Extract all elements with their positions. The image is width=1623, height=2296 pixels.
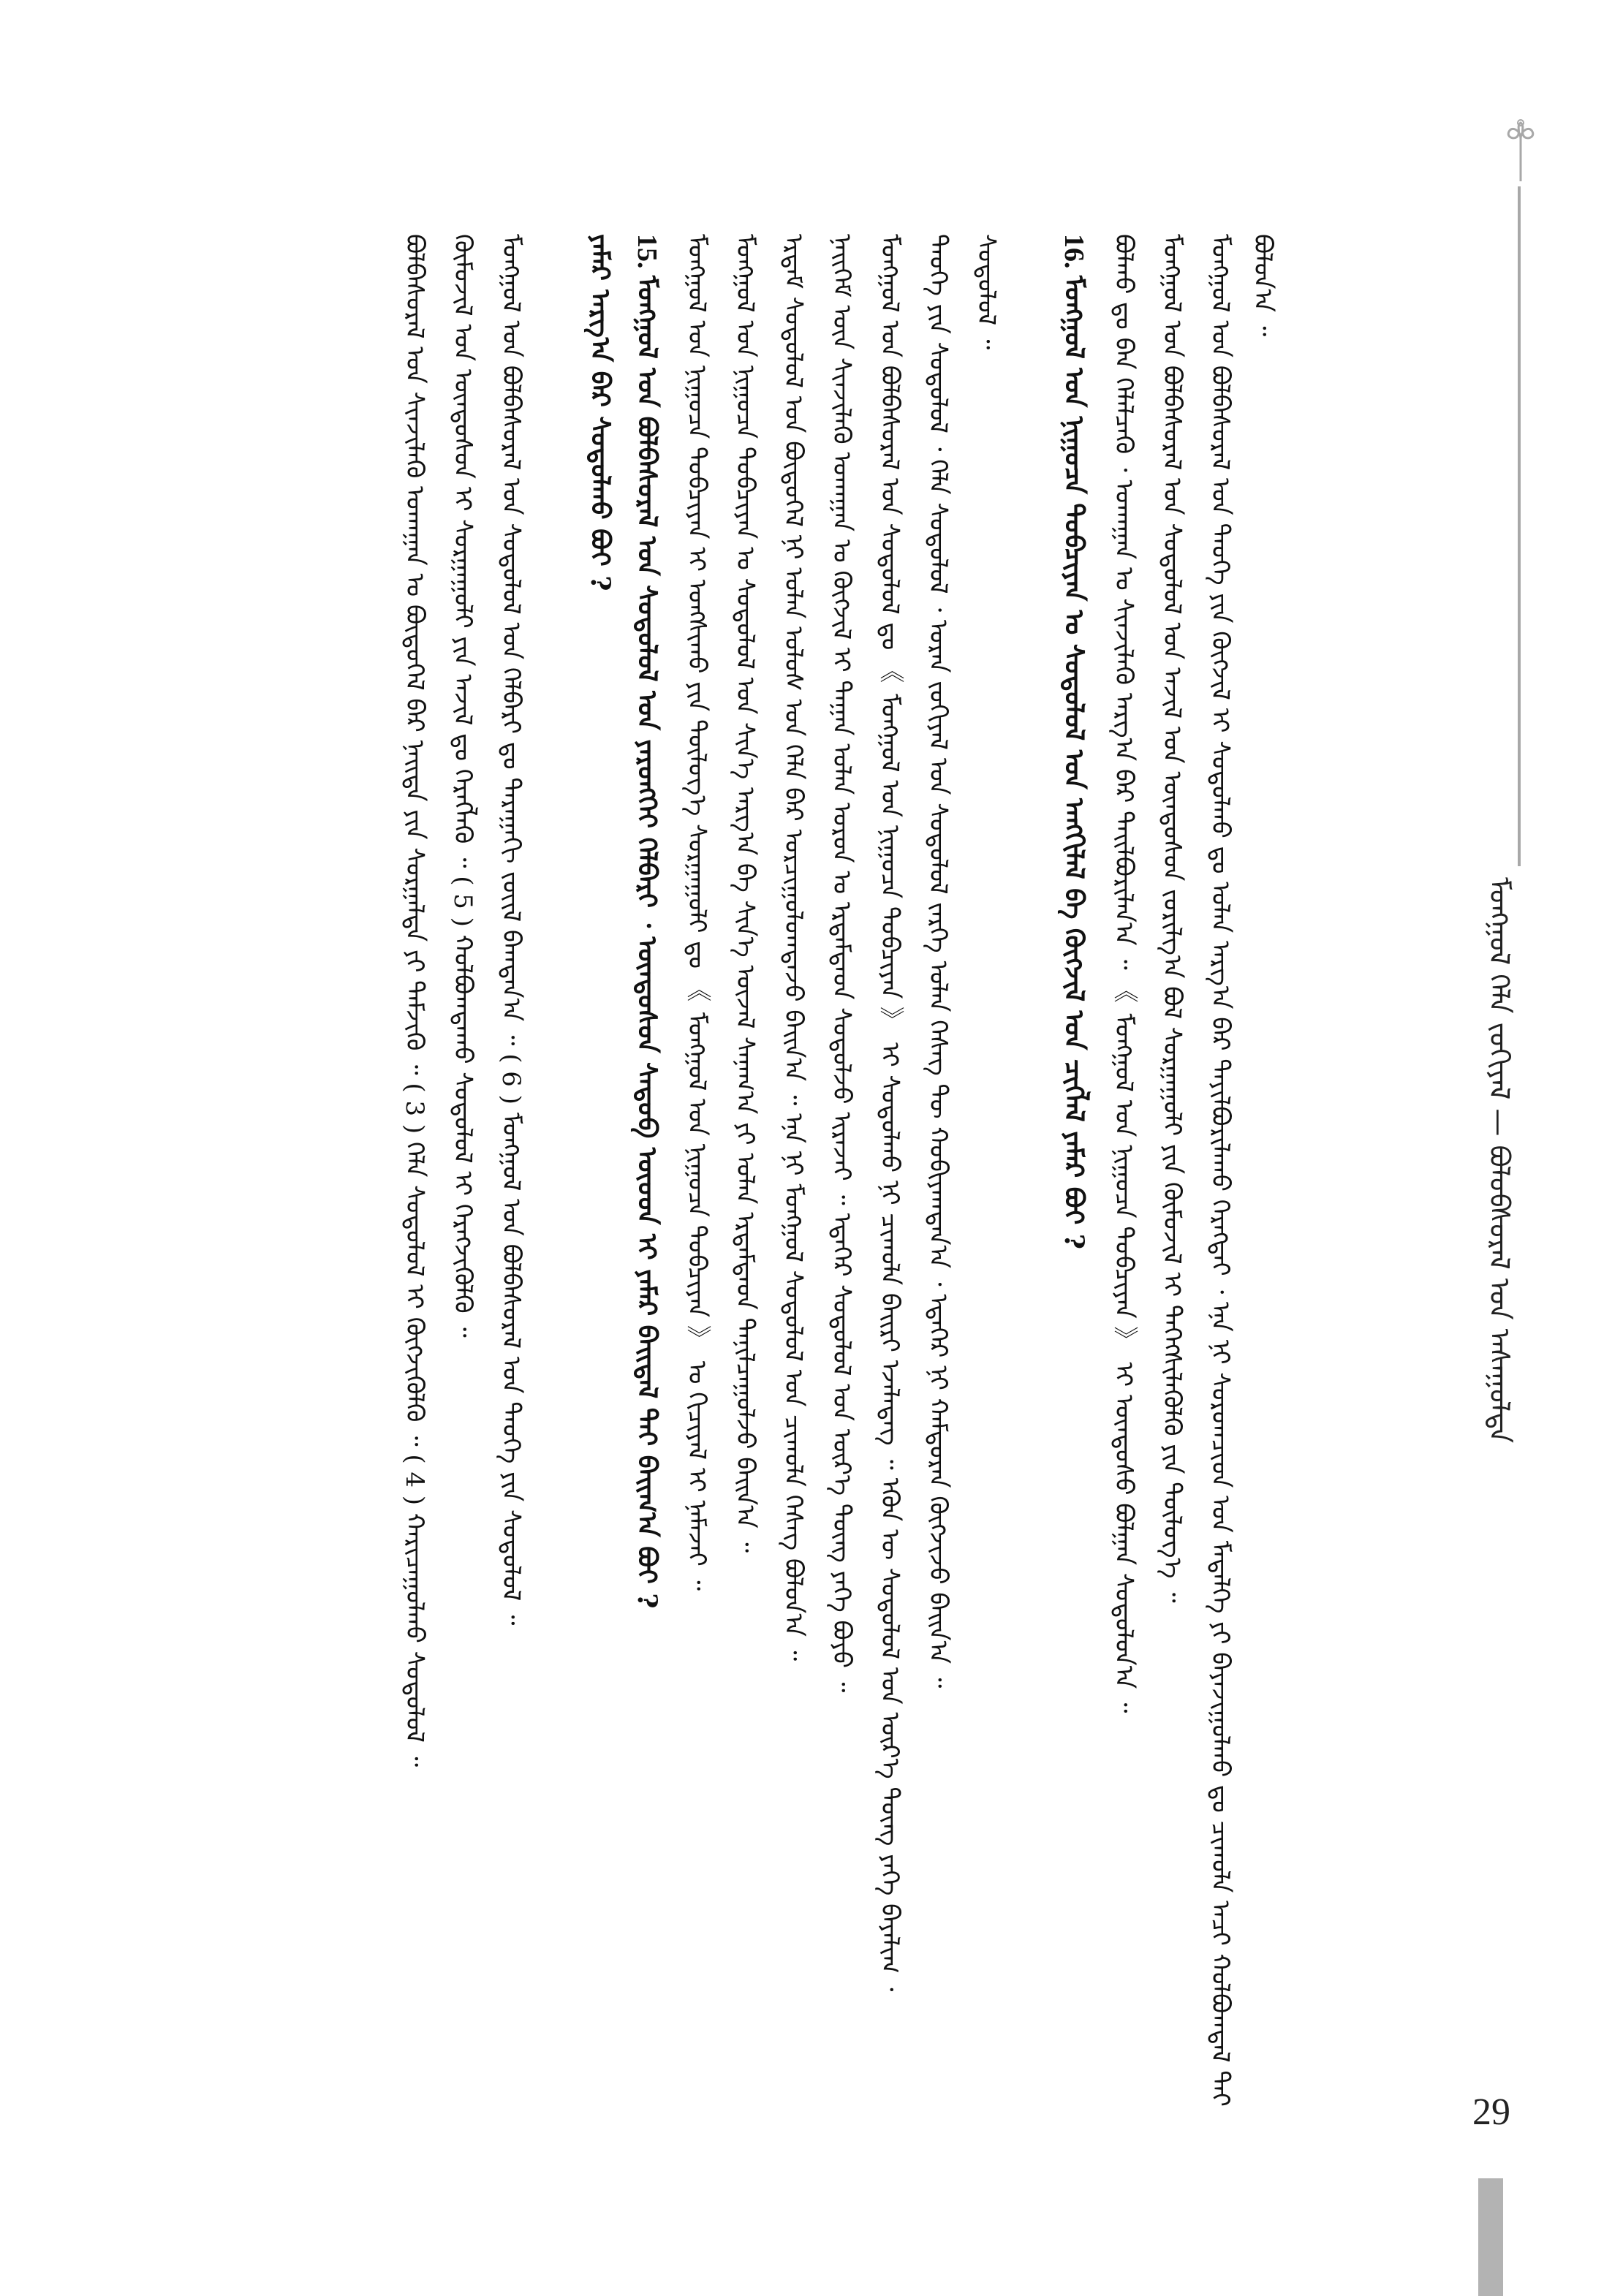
text-column bbox=[1151, 234, 1195, 2178]
column-text: ᠮᠣᠩᠭᠣᠯ ᠤᠨ ᠪᠣᠯᠪᠠᠰᠤᠷᠠᠯ ᠤᠨ ᠰᠤᠳᠤᠯᠤᠯ ᠤᠨ ᠠᠵᠢᠯ ᠤᠨ ᠦᠨᠳᠦᠰᠦᠨ ᠵᠣᠷᠢᠯᠭ᠎ᠠ ᠪᠣᠯ ᠰᠤᠷᠭᠠᠭᠤᠯᠢ ᠶᠢᠨ ᠬᠦᠮᠦᠵᠢᠯ ᠢ ᠳᠡᠭᠡᠭᠰᠢᠯᠡᠭᠦᠯᠬᠦ ᠶᠢᠨ ᠲᠥᠯᠥᠭ᠎ᠡ ᠃ bbox=[1157, 234, 1187, 1603]
text-column bbox=[820, 234, 864, 2178]
column-text: ᠪᠣᠯᠬᠤ ᠳᠤ ᠪᠡᠨ ᠬᠡᠯᠡᠯᠴᠡᠬᠦ ᠂ ᠤᠬᠠᠭᠠᠨ ᠤ ᠰᠢᠨᠵᠢᠯᠡᠬᠦ ᠠᠷᠭ᠎ᠠ ᠪᠠᠷ ᠲᠠᠢᠯᠪᠤᠷᠢᠯᠠᠨ᠎ᠠ ᠃ 《 ᠮᠣᠩᠭᠣᠯ ᠤᠨ ᠨᠢᠭᠤᠴᠠ ᠲᠣᠪᠴᠢᠶᠠᠨ 》 ᠢ ᠦᠨᠳᠦᠰᠦ ᠪᠣᠯᠭᠠᠨ ᠰᠤᠳᠤᠯᠤᠨ᠎ᠠ ᠃ bbox=[1109, 234, 1138, 1713]
question-heading bbox=[1053, 234, 1097, 2178]
column-text: ᠨᠡᠢᠭᠡᠮ ᠦᠨ ᠰᠢᠨᠵᠢᠯᠡᠬᠦ ᠤᠬᠠᠭᠠᠨ ᠤ ᠬᠥᠭᠵᠢᠯ ᠢ ᠳᠠᠭᠠᠨ ᠣᠯᠠᠨ ᠣᠷᠣᠨ ᠤ ᠡᠷᠳᠡᠮᠲᠡᠳ ᠰᠤᠳᠤᠯᠵᠤ ᠢᠷᠡᠵᠡᠢ ᠃ ᠡᠳᠡᠭᠡᠷ ᠰᠤᠳᠤᠯᠤᠯ ᠤᠨ ᠦᠷ᠎ᠡ ᠳᠦᠩ ᠶᠡᠬᠡ ᠪᠤᠶᠤ ᠃ bbox=[827, 234, 856, 1693]
column-text: ᠮᠣᠩᠭᠣᠯ ᠤᠨ ᠨᠢᠭᠤᠴᠠ ᠲᠣᠪᠴᠢᠶᠠᠨ ᠤ ᠰᠤᠳᠤᠯᠤᠯ ᠤᠨ ᠠᠩᠭᠢᠯᠠᠯ ᠪᠠ ᠬᠥᠭᠵᠢᠯ ᠤᠨ ᠴᠢᠭᠯᠡᠯ ᠶᠠᠮᠠᠷ ᠪᠣᠢ ? bbox=[1059, 276, 1089, 1249]
question-number: 16. bbox=[1059, 234, 1089, 276]
column-text: ᠡᠷᠳᠡᠮ ᠰᠤᠳᠤᠯᠤᠯ ᠤᠨ ᠪᠦᠲᠦᠭᠡᠯ ᠨᠢ ᠣᠯᠠᠨ ᠤᠯᠤᠰ ᠤᠨ ᠬᠡᠯᠡ ᠪᠡᠷ ᠣᠷᠴᠢᠭᠤᠯᠤᠭᠳᠠᠵᠤ ᠪᠠᠢᠨ᠎ᠠ ᠃ ᠡᠨᠡ ᠨᠢ ᠮᠣᠩᠭᠣᠯ ᠰᠤᠳᠤᠯᠤᠯ ᠤᠨ ᠴᠢᠬᠤᠯᠠ ᠬᠡᠰᠡᠭ ᠪᠣᠯᠤᠨ᠎ᠠ ᠃ bbox=[779, 234, 808, 1662]
column-text: ᠮᠣᠩᠭᠣᠯ ᠤᠨ ᠪᠣᠯᠪᠠᠰᠤᠷᠠᠯ ᠤᠨ ᠰᠤᠳᠤᠯᠤᠯ ᠳᠤ 《 ᠮᠣᠩᠭᠣᠯ ᠤᠨ ᠨᠢᠭᠤᠴᠠ ᠲᠣᠪᠴᠢᠶᠠᠨ 》 ᠢ ᠰᠤᠳᠤᠯᠬᠤ ᠨᠢ ᠴᠢᠬᠤᠯᠠ ᠪᠠᠢᠷᠢ ᠡᠵᠡᠯᠡᠳᠡᠭ ᠃ ᠡᠭᠦᠨ ᠦ ᠰᠤᠳᠤᠯᠤᠯ ᠤᠨ ᠦᠷ᠎ᠡ ᠳᠦᠩ ᠶᠡᠬᠡ ᠪᠠᠶᠠᠯᠢᠭ ᠂ bbox=[875, 234, 904, 1992]
column-text: ᠮᠣᠩᠭᠣᠯ ᠤᠨ ᠨᠢᠭᠤᠴᠠ ᠲᠣᠪᠴᠢᠶᠠᠨ ᠤ ᠰᠤᠳᠤᠯᠤᠯ ᠤᠨ ᠰᠢᠨ᠎ᠡ ᠠᠷᠭ᠎ᠠ ᠪᠠ ᠰᠢᠨ᠎ᠡ ᠦᠵᠡᠯ ᠰᠠᠨᠠᠭ᠎ᠠ ᠶᠢ ᠣᠯᠠᠨ ᠡᠷᠳᠡᠮᠲᠡᠳ ᠲᠠᠨᠢᠯᠴᠠᠭᠤᠯᠵᠤ ᠪᠠᠢᠨ᠎ᠠ ᠃ bbox=[730, 234, 760, 1553]
column-text: ᠮᠣᠩᠭᠣᠯ ᠤᠨ ᠪᠣᠯᠪᠠᠰᠤᠷᠠᠯ ᠤᠨ ᠲᠡᠦᠬᠡ ᠶᠢᠨ ᠬᠥᠭᠵᠢᠯ ᠢ ᠰᠤᠳᠤᠯᠬᠤ ᠳᠤ ᠣᠯᠠᠨ ᠠᠷᠭ᠎ᠠ ᠪᠠᠷ ᠲᠠᠶᠢᠯᠪᠤᠷᠢᠯᠠᠬᠤ ᠬᠡᠷᠡᠭᠲᠡᠢ ᠂ ᠡᠨᠡ ᠨᠢ ᠰᠤᠷᠤᠭᠴᠢᠳ ᠤᠨ ᠮᠡᠳᠡᠯᠭᠡ ᠶᠢ ᠪᠠᠶᠠᠵᠢᠭᠤᠯᠬᠤ ᠳᠤ ᠴᠢᠬᠤᠯᠠ ᠠᠴᠢ ᠬᠣᠯᠪᠣᠭᠳᠠᠯ ᠲᠠᠢ ᠪᠣᠯᠤᠨ᠎ᠠ ᠃ bbox=[1206, 234, 1277, 2107]
question-heading bbox=[626, 234, 670, 2178]
text-column bbox=[442, 234, 485, 2178]
column-text: ᠮᠣᠩᠭᠣᠯ ᠤᠨ ᠨᠢᠭᠤᠴᠠ ᠲᠣᠪᠴᠢᠶᠠᠨ ᠢ ᠤᠩᠰᠢᠬᠤ ᠶᠢᠨ ᠲᠥᠯᠥᠭ᠎ᠡ ᠰᠤᠷᠭᠠᠭᠤᠯᠢ ᠳᠤ 《 ᠮᠣᠩᠭᠣᠯ ᠤᠨ ᠨᠢᠭᠤᠴᠠ ᠲᠣᠪᠴᠢᠶᠠᠨ 》 ᠤ ᠬᠢᠴᠢᠶᠡᠯ ᠢ ᠨᠡᠮᠡᠵᠡᠢ ᠃ bbox=[682, 234, 711, 1591]
text-column bbox=[772, 234, 816, 2178]
question-heading bbox=[579, 234, 623, 2178]
header-ornament-icon bbox=[1499, 117, 1543, 186]
column-text: ᠶᠠᠮᠠᠷ ᠠᠷᠭ᠎ᠠ ᠪᠠᠷ ᠰᠤᠳᠤᠯᠬᠤ ᠪᠣᠢ ? bbox=[585, 234, 616, 591]
column-text: ᠮᠣᠩᠭᠣᠯ ᠤᠨ ᠪᠣᠯᠪᠠᠰᠤᠷᠠᠯ ᠤᠨ ᠰᠤᠳᠤᠯᠤᠯ ᠤᠨ ᠶᠡᠷᠦᠩᠬᠡᠢ ᠬᠡᠯᠪᠡᠷᠢ ᠂ ᠦᠨᠳᠦᠰᠦᠨ ᠰᠡᠳᠦᠪ ᠦᠦᠳ ᠢ ᠶᠠᠮᠠᠷ ᠪᠠᠢᠳᠠᠯ ᠲᠠᠢ ᠪᠠᠢᠭ᠎ᠠ ᠪᠣᠢ ? bbox=[632, 276, 662, 1609]
page-edge-tab bbox=[1478, 2178, 1503, 2296]
text-column bbox=[1199, 234, 1277, 2178]
text-column bbox=[676, 234, 719, 2178]
question-number: 15. bbox=[632, 234, 662, 276]
text-column bbox=[869, 234, 912, 2178]
header-rule bbox=[1518, 186, 1521, 866]
text-column bbox=[490, 234, 534, 2178]
text-column bbox=[1102, 234, 1146, 2178]
text-column bbox=[724, 234, 768, 2178]
running-head: ᠮᠣᠩᠭᠣᠯ ᠬᠡᠯᠡ ᠵᠣᠬᠢᠶᠠᠯ — ᠪᠣᠯᠣᠪᠰᠤᠷᠠᠯ ᠤᠨ ᠠᠰᠠᠭᠤᠯᠲᠠ bbox=[1483, 877, 1516, 1444]
column-text: ᠬᠦᠮᠦᠵᠢᠯ ᠤᠨ ᠦᠨᠳᠦᠰᠦᠨ ᠢ ᠰᠤᠷᠭᠠᠭᠤᠯᠢ ᠶᠢᠨ ᠠᠵᠢᠯ ᠳᠤ ᠬᠡᠷᠡᠭᠯᠡᠬᠦ ᠃ ( 5 ) ᠬᠣᠯᠪᠣᠭᠳᠠᠬᠤ ᠰᠤᠳᠤᠯᠤᠯ ᠢ ᠬᠡᠷᠡᠭᠵᠢᠭᠦᠯᠬᠦ ᠃ bbox=[448, 234, 477, 1338]
column-text: ᠰᠤᠳᠤᠯᠤᠯ ᠃ bbox=[972, 234, 1001, 350]
column-text: ᠮᠣᠩᠭᠣᠯ ᠤᠨ ᠪᠣᠯᠪᠠᠰᠤᠷᠠᠯ ᠤᠨ ᠰᠤᠳᠤᠯᠤᠯ ᠤᠨ ᠬᠡᠯᠪᠡᠷᠢ ᠳᠤ ᠳᠠᠷᠠᠭᠠᠬᠢ ᠵᠦᠢᠯ ᠪᠠᠭᠲᠠᠨ᠎ᠠ ᠃ ( 6 ) ᠮᠣᠩᠭᠣᠯ ᠤᠨ ᠪᠣᠯᠪᠠᠰᠤᠷᠠᠯ ᠤᠨ ᠲᠡᠦᠬᠡ ᠶᠢᠨ ᠰᠤᠳᠤᠯᠤᠯ ᠃ bbox=[496, 234, 526, 1626]
text-column bbox=[917, 234, 961, 2178]
text-column bbox=[393, 234, 437, 2178]
column-text: ᠪᠣᠯᠪᠠᠰᠤᠷᠠᠯ ᠤᠨ ᠰᠢᠨᠵᠢᠯᠡᠬᠦ ᠤᠬᠠᠭᠠᠨ ᠤ ᠪᠦᠲᠦᠭᠡᠯ ᠪᠡᠷ ᠨᠡᠢᠲᠡ ᠶᠢᠨ ᠰᠤᠷᠭᠠᠯᠲᠠ ᠶᠢ ᠳᠡᠮᠵᠢᠬᠦ ᠃ ( 3 ) ᠬᠡᠯᠡ ᠰᠤᠳᠤᠯᠤᠯ ᠢ ᠬᠥᠭᠵᠢᠭᠦᠯᠬᠦ ᠃ ( 4 ) ᠬᠠᠷᠢᠴᠠᠭᠤᠯᠬᠤ ᠰᠤᠳᠤᠯᠤᠯ ᠃ bbox=[400, 234, 429, 1768]
column-text: ᠲᠡᠦᠬᠡ ᠶᠢᠨ ᠰᠤᠳᠤᠯᠤᠯ ᠂ ᠬᠡᠯᠡ ᠰᠤᠳᠤᠯᠤᠯ ᠂ ᠤᠷᠠᠨ ᠵᠣᠬᠢᠶᠠᠯ ᠤᠨ ᠰᠤᠳᠤᠯᠤᠯ ᠵᠡᠷᠭᠡ ᠣᠯᠠᠨ ᠬᠡᠰᠡᠭ ᠲᠦ ᠬᠤᠪᠢᠶᠠᠭᠳᠠᠨ᠎ᠠ ᠂ ᠡᠳᠡᠭᠡᠷ ᠨᠢ ᠬᠠᠮᠲᠤᠷᠠᠨ ᠬᠥᠭᠵᠢᠵᠦ ᠪᠠᠢᠨ᠎ᠠ ᠃ bbox=[923, 234, 953, 1689]
page-number: 29 bbox=[1472, 2091, 1510, 2133]
text-column bbox=[965, 234, 1009, 2178]
